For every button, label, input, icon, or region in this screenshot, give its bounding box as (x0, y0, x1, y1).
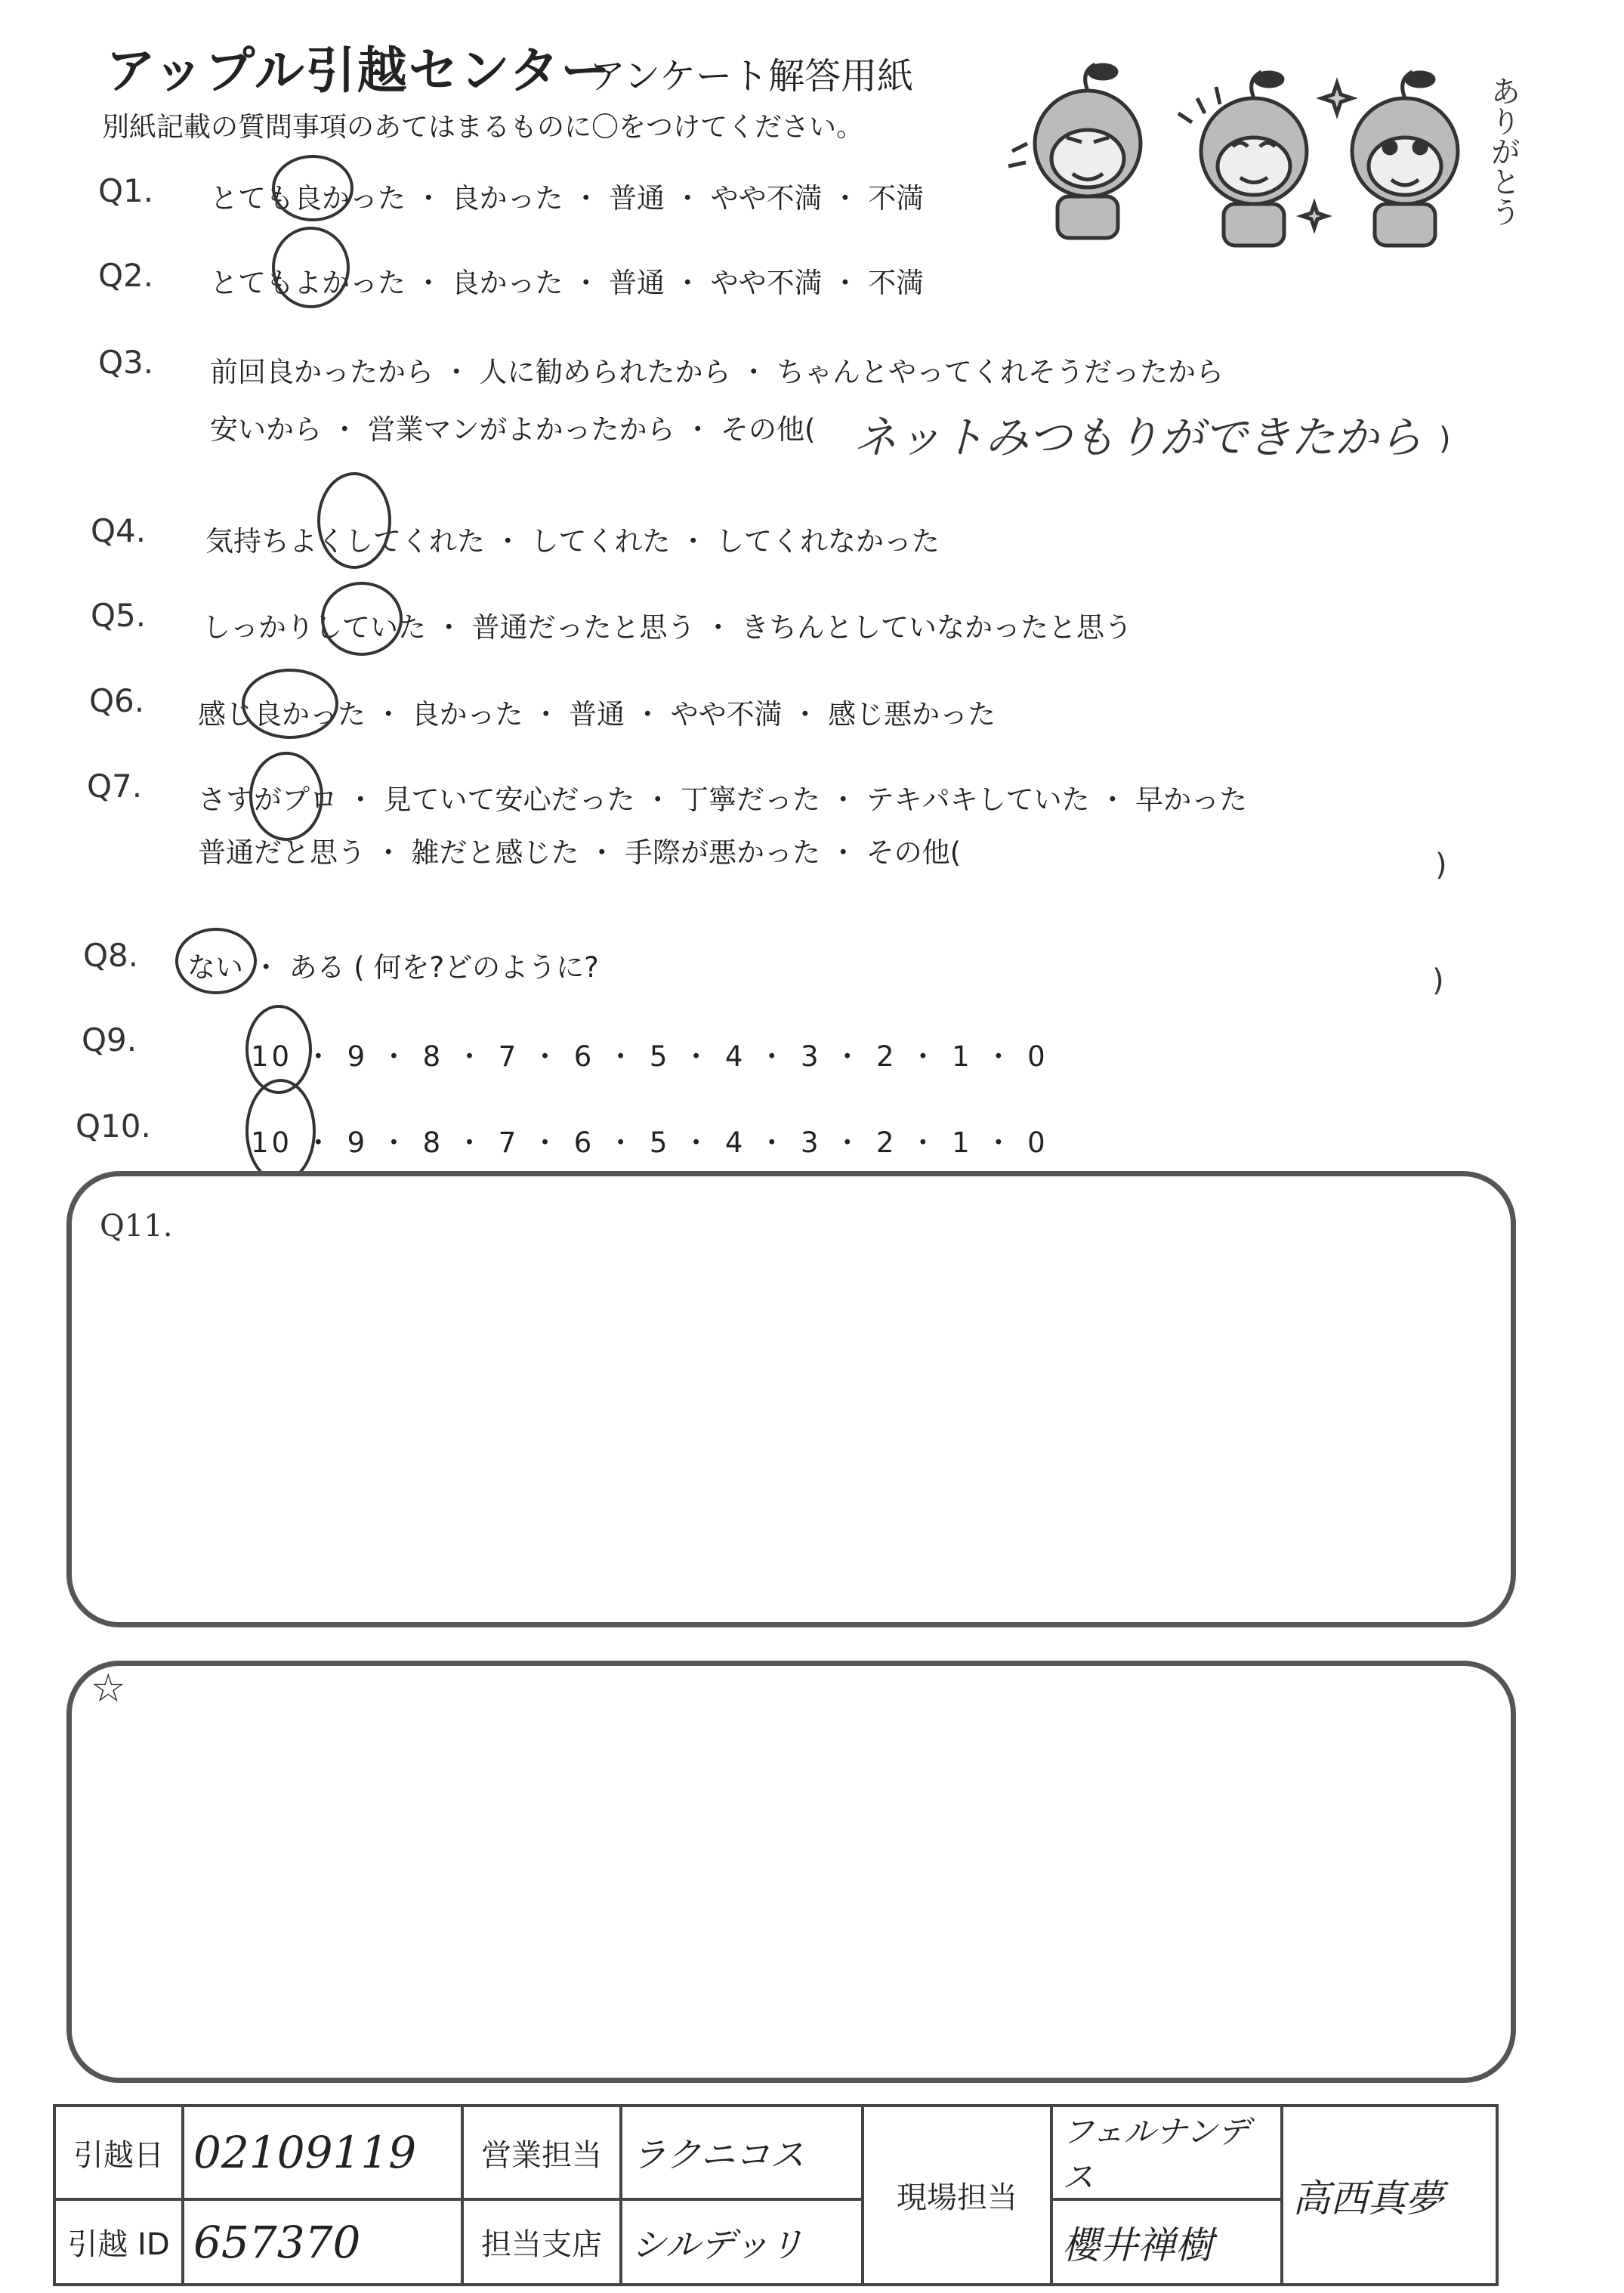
q6-options[interactable]: 感じ良かった ・ 良かった ・ 普通 ・ やや不満 ・ 感じ悪かった (198, 698, 996, 731)
q6-selection-circle (242, 669, 338, 739)
q7-options-line2[interactable]: 普通だと思う ・ 雑だと感じた ・ 手際が悪かった ・ その他( (198, 836, 962, 869)
sales-staff-label: 営業担当 (462, 2106, 621, 2199)
q3-options-line1[interactable]: 前回良かったから ・ 人に勧められたから ・ ちゃんとやってくれそうだったから (210, 356, 1224, 388)
form-title: アップル引越センター (106, 42, 613, 100)
footer-info-table (53, 2104, 1499, 2286)
q10-selection-circle (245, 1079, 316, 1183)
field-staff-2: 櫻井禅樹 (1051, 2199, 1282, 2285)
q8-label: Q8. (83, 937, 139, 974)
q3-label: Q3. (98, 344, 154, 381)
q5-label: Q5. (91, 597, 147, 634)
form-subtitle: アンケート解答用紙 (589, 55, 914, 97)
field-staff-label: 現場担当 (863, 2106, 1051, 2285)
q7-options-line1[interactable]: さすがプロ ・ 見ていて安心だった ・ 丁寧だった ・ テキパキしていた ・ 早かった (198, 783, 1248, 816)
q1-options[interactable]: とても良かった ・ 良かった ・ 普通 ・ やや不満 ・ 不満 (210, 182, 925, 215)
move-id-value: 657370 (183, 2199, 462, 2285)
q11-comment-box[interactable] (66, 1171, 1516, 1627)
q5-options[interactable]: しっかりしていた ・ 普通だったと思う ・ きちんとしていなかったと思う (202, 611, 1133, 644)
q4-selection-circle (317, 472, 391, 569)
q7-selection-circle (249, 752, 323, 841)
q9-options[interactable]: 10 ・ 9 ・ 8 ・ 7 ・ 6 ・ 5 ・ 4 ・ 3 ・ 2 ・ 1 ・ 0 (251, 1040, 1048, 1073)
field-staff-1: フェルナンデス (1051, 2106, 1282, 2199)
q2-selection-circle (272, 227, 350, 308)
instruction-text: 別紙記載の質問事項のあてはまるものに〇をつけてください。 (102, 112, 864, 143)
q8-options[interactable]: ない ・ ある ( 何を?どのように? (187, 951, 599, 984)
sticker-thanks-text: ありがとう (1486, 76, 1521, 227)
star-label: ☆ (91, 1666, 126, 1711)
q4-label: Q4. (91, 512, 147, 549)
q3-handwritten-answer: ネットみつもりができたから (854, 412, 1422, 463)
sales-staff-value: ラクニコス (621, 2106, 863, 2199)
branch-value: シルデッリ (621, 2199, 863, 2285)
q10-options[interactable]: 10 ・ 9 ・ 8 ・ 7 ・ 6 ・ 5 ・ 4 ・ 3 ・ 2 ・ 1 ・ 0 (251, 1126, 1048, 1159)
q9-label: Q9. (82, 1021, 137, 1058)
move-date-label: 引越日 (54, 2106, 183, 2199)
q2-label: Q2. (98, 257, 154, 294)
mascot-monkeys-illustration (997, 53, 1526, 257)
q1-label: Q1. (98, 172, 154, 209)
q10-label: Q10. (76, 1108, 151, 1145)
q3-options-line2[interactable]: 安いから ・ 営業マンがよかったから ・ その他( (210, 413, 816, 446)
q6-label: Q6. (89, 682, 145, 719)
q7-close-paren: ) (1435, 848, 1447, 882)
branch-label: 担当支店 (462, 2199, 621, 2285)
q8-selection-circle (175, 928, 257, 994)
q2-options[interactable]: とてもよかった ・ 良かった ・ 普通 ・ やや不満 ・ 不満 (210, 267, 925, 299)
q4-options[interactable]: 気持ちよくしてくれた ・ してくれた ・ してくれなかった (205, 525, 940, 558)
field-staff-3: 高西真夢 (1282, 2106, 1497, 2285)
q7-label: Q7. (87, 768, 143, 805)
q8-close-paren: ) (1432, 963, 1444, 998)
star-comment-box[interactable] (66, 1661, 1516, 2083)
q11-label: Q11. (100, 1209, 173, 1244)
q1-selection-circle (272, 155, 354, 221)
move-date-value: 02109119 (183, 2106, 462, 2199)
q3-close-paren: ) (1439, 422, 1451, 456)
move-id-label: 引越 ID (54, 2199, 183, 2285)
q5-selection-circle (321, 582, 403, 656)
